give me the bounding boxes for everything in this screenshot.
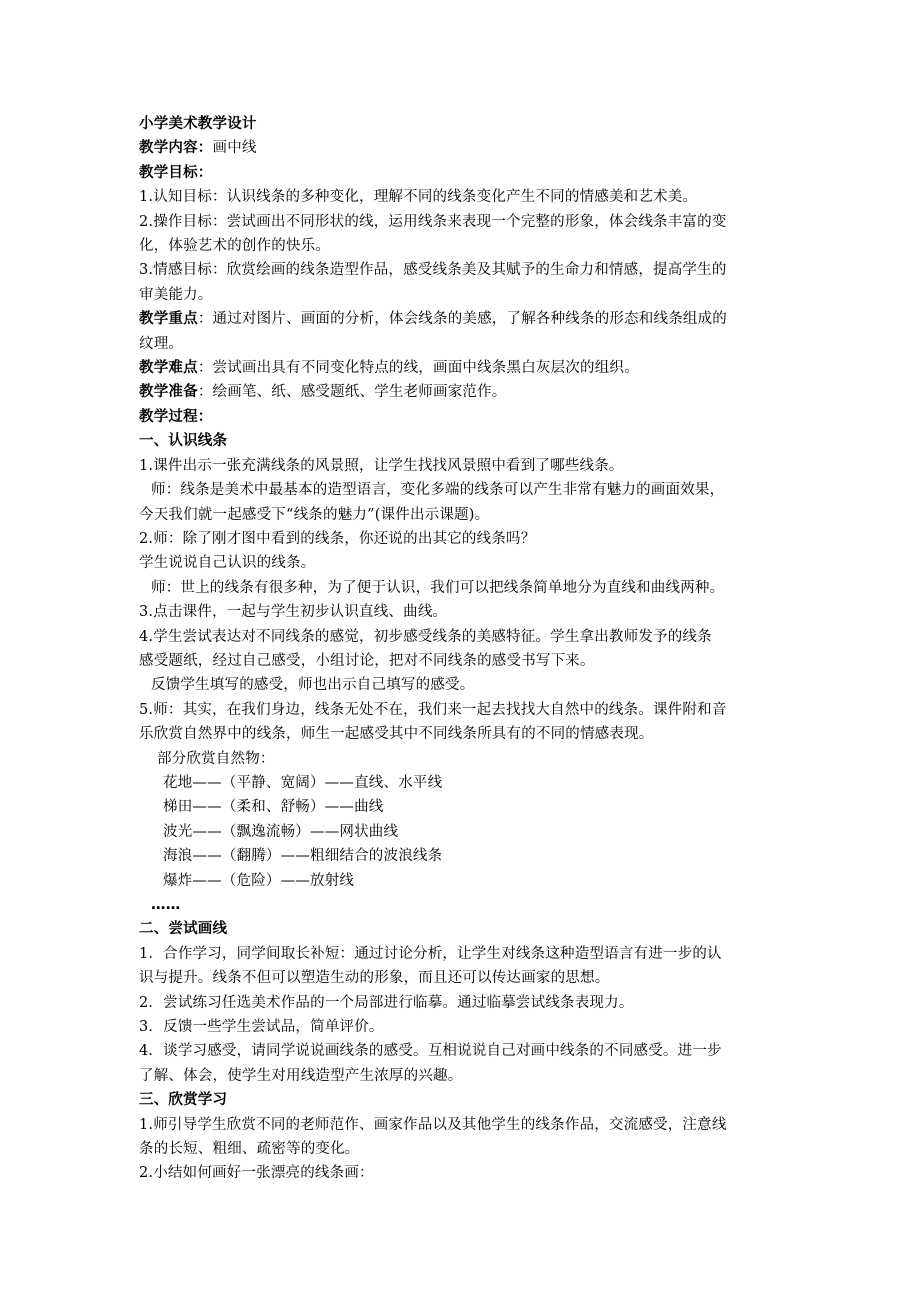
content-line: [139, 136, 789, 160]
prep-line: [139, 380, 789, 404]
section2-heading: 二、尝试画线: [139, 921, 228, 938]
objectives-heading: 教学目标：: [139, 164, 213, 181]
nature-list-heading: 部分欣赏自然物：: [157, 750, 275, 767]
paragraph-line: 4．谈学习感受，请同学说说画线条的感受。互相说说自己对画中线条的不同感受。进一步: [139, 1043, 722, 1060]
paragraph-line: 师：线条是美术中最基本的造型语言，变化多端的线条可以产生非常有魅力的画面效果，: [151, 482, 725, 499]
objective-3-b: 审美能力。: [139, 286, 213, 303]
paragraph-line: 今天我们就一起感受下“线条的魅力”(课件出示课题)。: [139, 506, 490, 523]
objective-3-a: 3.情感目标：欣赏绘画的线条造型作品，感受线条美及其赋予的生命力和情感，提高学生的: [139, 262, 727, 279]
paragraph-line: 3．反馈一些学生尝试品，简单评价。: [139, 1019, 384, 1036]
key-points-line: [139, 307, 789, 331]
nature-item: 梯田——（柔和、舒畅）——曲线: [163, 799, 384, 816]
section1-heading: 一、认识线条: [139, 433, 228, 450]
paragraph-line: 1.课件出示一张充满线条的风景照，让学生找找风景照中看到了哪些线条。: [139, 457, 624, 474]
doc-title: 小学美术教学设计: [139, 116, 257, 132]
paragraph-line: 1．合作学习，同学间取长补短：通过讨论分析，让学生对线条这种造型语言有进一步的认: [139, 945, 722, 962]
content-label: 教学内容：: [139, 140, 213, 157]
nature-item: 海浪——（翻腾）——粗细结合的波浪线条: [163, 848, 443, 865]
prep-value: ：绘画笔、纸、感受题纸、学生老师画家范作。: [197, 384, 507, 401]
content-value: 画中线: [212, 140, 257, 157]
key-value-a: ：通过对图片、画面的分析，体会线条的美感，了解各种线条的形态和线条组成的: [197, 311, 728, 328]
paragraph-line: 识与提升。线条不但可以塑造生动的形象，而且还可以传达画家的思想。: [139, 970, 610, 987]
difficulty-label: 教学难点: [139, 360, 198, 377]
prep-label: 教学准备: [139, 384, 198, 401]
key-label: 教学重点: [139, 311, 198, 328]
section3-heading: 三、欣赏学习: [139, 1092, 228, 1109]
difficulty-line: [139, 356, 789, 380]
document-page: [139, 112, 789, 1186]
difficulty-value: ：尝试画出具有不同变化特点的线，画面中线条黑白灰层次的组织。: [197, 360, 639, 377]
paragraph-line: 师：世上的线条有很多种，为了便于认识，我们可以把线条简单地分为直线和曲线两种。: [151, 579, 725, 596]
ellipsis: ……: [151, 897, 181, 913]
key-value-b: 纹理。: [139, 335, 184, 352]
nature-item: 波光——（飘逸流畅）——网状曲线: [163, 823, 399, 840]
objective-2-a: 2.操作目标：尝试画出不同形状的线，运用线条来表现一个完整的形象，体会线条丰富的变: [139, 213, 727, 230]
paragraph-line: 乐欣赏自然界中的线条，师生一起感受其中不同线条所具有的不同的情感表现。: [139, 726, 654, 743]
objective-2-b: 化，体验艺术的创作的快乐。: [139, 238, 331, 255]
process-heading: 教学过程：: [139, 408, 213, 425]
paragraph-line: 反馈学生填写的感受，师也出示自己填写的感受。: [151, 677, 475, 694]
paragraph-line: 2.小结如何画好一张漂亮的线条画：: [139, 1165, 374, 1182]
paragraph-line: 感受题纸，经过自己感受，小组讨论，把对不同线条的感受书写下来。: [139, 652, 595, 669]
nature-item: 花地——（平静、宽阔）——直线、水平线: [163, 774, 443, 791]
paragraph-line: 学生说说自己认识的线条。: [139, 555, 316, 572]
paragraph-line: 1.师引导学生欣赏不同的老师范作、画家作品以及其他学生的线条作品，交流感受，注意线: [139, 1116, 727, 1133]
paragraph-line: 5.师：其实，在我们身边，线条无处不在，我们来一起去找找大自然中的线条。课件附和音: [139, 701, 727, 718]
paragraph-line: 条的长短、粗细、疏密等的变化。: [139, 1141, 360, 1158]
objective-1: 1.认知目标：认识线条的多种变化，理解不同的线条变化产生不同的情感美和艺术美。: [139, 189, 698, 206]
paragraph-line: 2.师：除了刚才图中看到的线条，你还说的出其它的线条吗？: [139, 530, 536, 547]
paragraph-line: 2．尝试练习任选美术作品的一个局部进行临摹。通过临摹尝试线条表现力。: [139, 994, 634, 1011]
paragraph-line: 了解、体会，使学生对用线造型产生浓厚的兴趣。: [139, 1067, 463, 1084]
paragraph-line: 4.学生尝试表达对不同线条的感觉，初步感受线条的美感特征。学生拿出教师发予的线条: [139, 628, 712, 645]
paragraph-line: 3.点击课件，一起与学生初步认识直线、曲线。: [139, 604, 448, 621]
nature-item: 爆炸——（危险）——放射线: [163, 872, 355, 889]
